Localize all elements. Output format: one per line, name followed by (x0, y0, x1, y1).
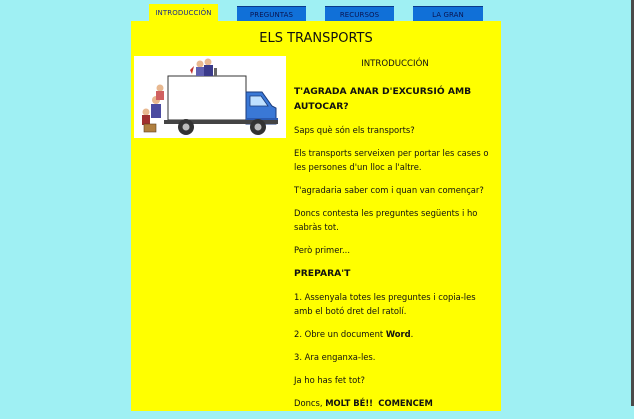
paragraph: Saps què són els transports? (294, 125, 415, 135)
step-2-text: 2. Obre un document (294, 329, 386, 339)
tab-preguntes[interactable]: PREGUNTAS (237, 6, 306, 24)
done-question: Ja ho has fet tot? (294, 375, 366, 385)
tab-introduccio[interactable]: INTRODUCCIÓN (149, 4, 218, 23)
page-title: ELS TRANSPORTS (259, 31, 373, 46)
final-line (294, 396, 496, 410)
tab-recursos[interactable]: RECURSOS (325, 6, 394, 24)
tab-la-gran-pregunta[interactable]: LA GRAN (413, 6, 483, 24)
intro-text (294, 57, 496, 419)
step-2-suffix: . (410, 329, 414, 339)
final-bold-1: MOLT BÉ!! (325, 398, 373, 408)
section-subtitle: INTRODUCCIÓN (361, 59, 429, 69)
truck-icon (134, 56, 286, 138)
paragraph: T'agradaria saber com i quan van començar? (294, 185, 484, 195)
intro-question: T'AGRADA ANAR D'EXCURSIÓ AMB AUTOCAR? (294, 86, 472, 112)
final-prefix: Doncs, (294, 398, 326, 408)
content-page (131, 21, 501, 411)
step-1: 1. Assenyala totes les preguntes i copia-les amb el botó dret del ratolí. (294, 292, 476, 316)
prepara-heading: PREPARA'T (294, 268, 351, 279)
truck-illustration (134, 56, 286, 138)
step-3: 3. Ara enganxa-les. (294, 352, 376, 362)
final-bold-2: COMENCEM (378, 398, 433, 408)
step-2 (294, 327, 496, 341)
paragraph: Els transports serveixen per portar les cases o les persones d'un lloc a l'altre. (294, 148, 489, 172)
word-label: Word (385, 329, 411, 339)
paragraph: Però primer... (294, 245, 351, 255)
paragraph: Doncs contesta les preguntes següents i ho sabràs tot. (294, 208, 478, 232)
